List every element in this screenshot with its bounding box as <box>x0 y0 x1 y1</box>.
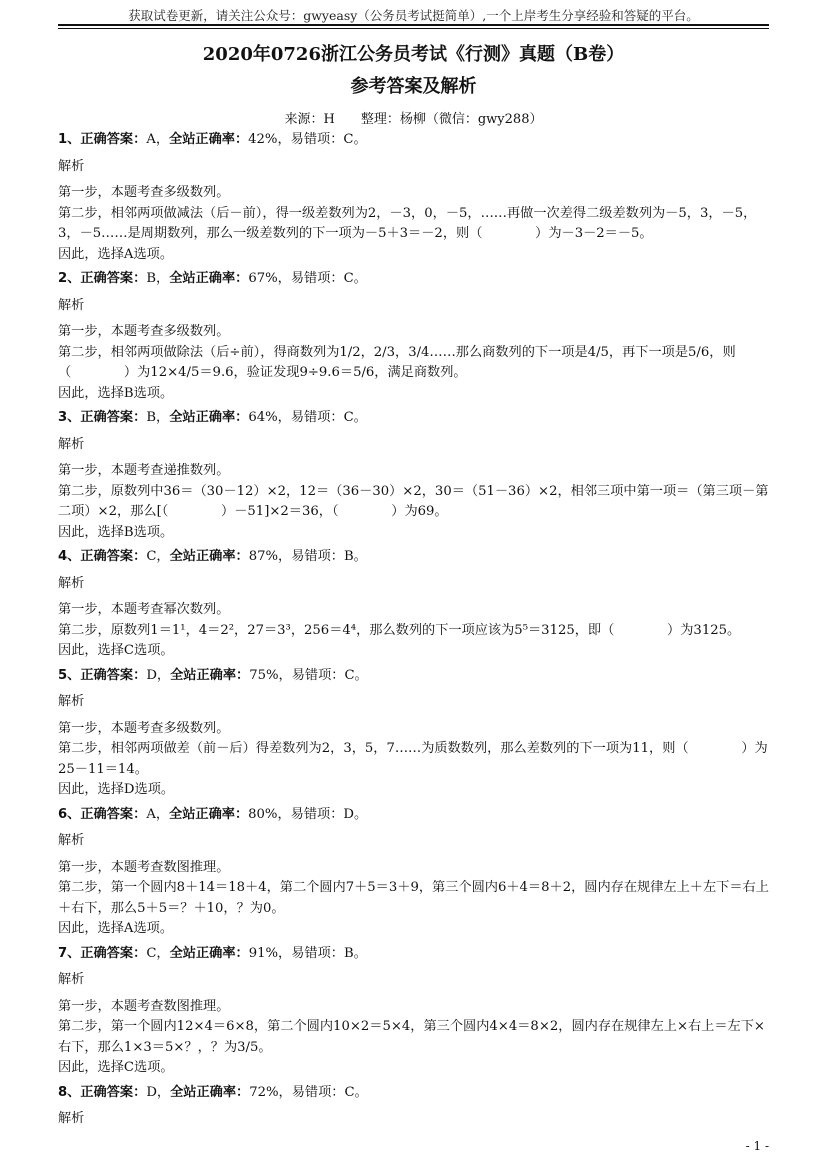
question-block <box>58 130 769 265</box>
accuracy-value: 75%，易错项：C。 <box>249 667 368 683</box>
analysis-step-1: 第一步，本题考查递推数列。 <box>58 463 230 478</box>
correct-answer-label: 正确答案： <box>80 1084 147 1100</box>
correct-answer-label: 正确答案： <box>80 549 147 564</box>
question-number: 1、 <box>58 132 81 147</box>
question-header <box>58 547 769 568</box>
analysis-conclusion: 因此，选择A选项。 <box>58 246 174 262</box>
question-block <box>58 1083 769 1130</box>
correct-answer-value: A， <box>146 132 170 147</box>
question-header <box>58 130 769 151</box>
analysis-conclusion: 因此，选择D选项。 <box>58 782 175 797</box>
question-number: 3、 <box>58 410 81 425</box>
correct-answer-label: 正确答案： <box>80 806 147 822</box>
accuracy-label: 全站正确率： <box>169 410 249 425</box>
question-block <box>58 666 769 801</box>
accuracy-label: 全站正确率： <box>170 667 250 683</box>
question-header <box>58 1083 769 1104</box>
header-rule-thin <box>58 28 769 29</box>
analysis-step-2: 第二步，相邻两项做差（前－后）得差数列为2，3，5，7……为质数数列，那么差数列的下一项为11，则（ ）为25－11＝14。 <box>58 741 768 777</box>
question-block <box>58 944 769 1079</box>
answer-list <box>58 128 769 1136</box>
analysis-conclusion: 因此，选择B选项。 <box>58 524 174 540</box>
question-number: 5、 <box>58 667 81 683</box>
analysis-conclusion: 因此，选择C选项。 <box>58 643 174 658</box>
accuracy-label: 全站正确率： <box>169 549 249 564</box>
accuracy-label: 全站正确率： <box>169 806 249 822</box>
analysis-conclusion: 因此，选择A选项。 <box>58 921 174 936</box>
accuracy-value: 67%，易错项：C。 <box>248 271 367 286</box>
header-rule-thick <box>58 24 769 26</box>
question-number: 8、 <box>58 1084 81 1100</box>
analysis-step-1: 第一步，本题考查多级数列。 <box>58 185 230 200</box>
analysis-label: 解析 <box>58 833 85 848</box>
accuracy-value: 91%，易错项：B。 <box>248 945 367 961</box>
analysis-label: 解析 <box>58 1111 85 1126</box>
question-block <box>58 408 769 543</box>
accuracy-label: 全站正确率： <box>170 1084 250 1100</box>
analysis-label: 解析 <box>58 158 85 174</box>
question-header <box>58 805 769 826</box>
analysis-label: 解析 <box>58 297 85 313</box>
question-number: 2、 <box>58 271 81 286</box>
question-number: 6、 <box>58 806 81 822</box>
analysis-label: 解析 <box>58 972 85 987</box>
analysis-step-1: 第一步，本题考查幂次数列。 <box>58 602 230 617</box>
analysis-label: 解析 <box>58 694 85 709</box>
analysis-conclusion: 因此，选择B选项。 <box>58 385 174 401</box>
analysis-conclusion: 因此，选择C选项。 <box>58 1060 174 1075</box>
question-number: 4、 <box>58 549 81 564</box>
analysis-label: 解析 <box>58 575 85 591</box>
analysis-step-1: 第一步，本题考查多级数列。 <box>58 324 230 339</box>
analysis-step-1: 第一步，本题考查数图推理。 <box>58 998 230 1014</box>
question-block <box>58 547 769 662</box>
analysis-step-1: 第一步，本题考查多级数列。 <box>58 720 230 736</box>
correct-answer-value: D， <box>146 667 171 683</box>
analysis-step-2: 第二步，相邻两项做除法（后÷前），得商数列为1/2，2/3，3/4……那么商数列的下一项是4/5，再下一项是5/6，则（ ）为12×4/5＝9.6，验证发现9÷9.6＝5/6，满足商数列。 <box>58 344 736 380</box>
correct-answer-value: C， <box>146 549 170 564</box>
question-block <box>58 805 769 940</box>
header-notice: 获取试卷更新，请关注公众号：gwyeasy（公务员考试挺简单）,一个上岸考生分享经验和答疑的平台。 <box>128 8 699 23</box>
question-block <box>58 269 769 404</box>
question-number: 7、 <box>58 945 81 961</box>
analysis-step-2: 第二步，第一个圆内8＋14＝18＋4，第二个圆内7＋5＝3＋9，第三个圆内6＋4＝8＋2，圆内存在规律左上＋左下＝右上＋右下，那么5＋5＝？＋10，？为0。 <box>58 880 769 916</box>
document-source: 来源：H 整理：杨柳（微信：gwy288） <box>284 112 543 127</box>
accuracy-value: 72%，易错项：C。 <box>249 1084 368 1100</box>
question-header <box>58 944 769 965</box>
analysis-step-2: 第二步，原数列1＝1¹，4＝2²，27＝3³，256＝4⁴，那么数列的下一项应该为5⁵＝3125，即（ ）为3125。 <box>58 622 741 638</box>
correct-answer-value: B， <box>146 271 170 286</box>
analysis-step-1: 第一步，本题考查数图推理。 <box>58 859 230 875</box>
correct-answer-label: 正确答案： <box>80 271 147 286</box>
accuracy-label: 全站正确率： <box>169 271 249 286</box>
accuracy-value: 64%，易错项：C。 <box>248 410 367 425</box>
accuracy-label: 全站正确率： <box>169 132 249 147</box>
correct-answer-label: 正确答案： <box>80 945 147 961</box>
accuracy-value: 87%，易错项：B。 <box>248 549 367 564</box>
correct-answer-label: 正确答案： <box>80 667 147 683</box>
analysis-step-2: 第二步，原数列中36＝（30－12）×2，12＝（36－30）×2，30＝（51－36）×2，相邻三项中第一项＝（第三项－第二项）×2，那么[（ ）－51]×2＝36，（ ）为69。 <box>58 483 769 519</box>
analysis-label: 解析 <box>58 436 85 452</box>
correct-answer-value: A， <box>146 806 170 822</box>
correct-answer-label: 正确答案： <box>80 410 147 425</box>
accuracy-label: 全站正确率： <box>169 945 249 961</box>
document-title: 2020年0726浙江公务员考试《行测》真题（B卷） <box>202 44 625 65</box>
analysis-step-2: 第二步，相邻两项做减法（后－前），得一级差数列为2，－3，0，－5，……再做一次差得二级差数列为－5，3，－5，3，－5……是周期数列，那么一级差数列的下一项为－5＋3＝－2，则（ ）为－3－2＝－5。 <box>58 205 757 241</box>
accuracy-value: 80%，易错项：D。 <box>248 806 368 822</box>
question-header <box>58 269 769 290</box>
document-subtitle: 参考答案及解析 <box>350 76 477 97</box>
page-number: - 1 - <box>745 1139 769 1153</box>
correct-answer-value: C， <box>146 945 170 961</box>
correct-answer-value: B， <box>146 410 170 425</box>
question-header <box>58 666 769 687</box>
question-header <box>58 408 769 429</box>
analysis-step-2: 第二步，第一个圆内12×4＝6×8，第二个圆内10×2＝5×4，第三个圆内4×4＝8×2，圆内存在规律左上×右上＝左下×右下，那么1×3＝5×？，？为3/5。 <box>58 1019 765 1055</box>
correct-answer-label: 正确答案： <box>80 132 147 147</box>
correct-answer-value: D， <box>146 1084 171 1100</box>
accuracy-value: 42%，易错项：C。 <box>248 132 367 147</box>
